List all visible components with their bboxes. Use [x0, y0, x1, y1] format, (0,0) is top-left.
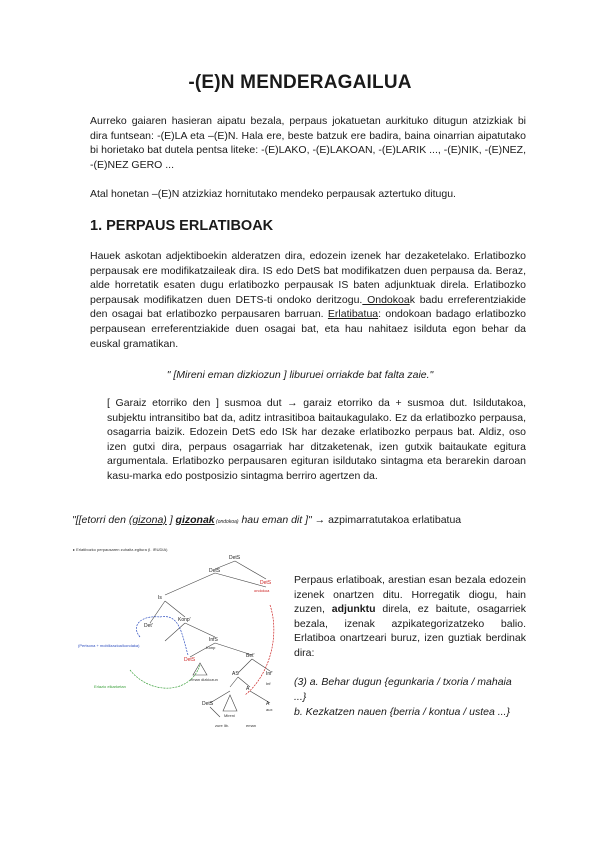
leaf-1: eman dizkiozun	[190, 677, 218, 682]
leaf-3: aux	[266, 707, 273, 712]
ex-part: "[[etorri den	[72, 514, 129, 526]
node-ins: InfS	[209, 637, 218, 643]
node-rel: DetS	[260, 580, 272, 586]
ex-head-noun: gizonak	[175, 514, 215, 526]
term-erlatibatua: Erlatibatua	[327, 308, 379, 321]
node-is: Is	[158, 595, 162, 601]
node-dets4: DetS	[202, 701, 214, 707]
tree-label-left2: Erlazio elkarketan	[94, 684, 126, 689]
ex-subscript: (ondokoa)	[214, 519, 239, 525]
node-a2: A	[266, 701, 270, 707]
paragraph-text-3: : ondokoan badago erlatibozko perpausean erreferentziakide duen osagai bat, eta hau nahitaez isilduta egon behar da euskal gramatikan.	[90, 308, 526, 350]
paragraph-text-2: k badu erreferentziakide den osagai bat erlatibozko perpausaren barruan.	[90, 293, 526, 321]
page-title: -(E)N MENDERAGAILUA	[188, 72, 412, 93]
figure-caption	[294, 573, 526, 661]
syntax-tree-figure	[70, 545, 292, 733]
node-compp: Konp'	[178, 617, 191, 623]
ex-note: → azpimarratutakoa erlatibatua	[314, 514, 462, 526]
section-heading: 1. PERPAUS ERLATIBOAK	[90, 218, 274, 234]
node-a: A	[246, 686, 250, 692]
ex-antecedent: (gizona)	[128, 514, 167, 526]
ex-part: ]	[166, 514, 176, 526]
node-konp: Konp	[206, 645, 216, 650]
explanation-paragraph: [ Garaiz etorriko den ] susmoa dut → garaiz etorriko da + susmoa dut. Isildutakoa, subjektu intransitibo bat da, aditz intrasitiboa baitaukagulako. Ez da erlatibozko perpausa, osagarria baizik. Edozein DetS edo ISk har dezake erlatibozko perpaus bat. Aldiz, oso izen gutxi dira, perpaus osagarriak har ditzaketenak, izen gutxik baitaukate egitura argumentala. Erlatibozko perpausaren egituran isildutako sintagma eta berarekin daroan kasu-marka edo postposizio sintagma berriro agertzen da.	[107, 397, 526, 482]
caption-text: Perpaus erlatiboak, arestian esan bezala edozein izenek onartzen ditu. Horregatik diogu, hain zuzen,	[294, 574, 526, 616]
caption-bold: adjunktu	[331, 603, 376, 616]
tree-label-left: (Pertsona + mobilizazioa/kondaka)	[78, 643, 140, 648]
node-det: Det'	[144, 623, 153, 629]
node-rel2: ondokoa	[254, 588, 270, 593]
node-dets2: DetS	[209, 568, 221, 574]
example-3b: b. Kezkatzen nauen {berria / kontua / ustea ...}	[294, 706, 510, 718]
leaf-5: eman	[246, 723, 257, 728]
term-ondokoa: Ondokoa	[362, 293, 410, 306]
section-paragraph-1	[90, 249, 526, 351]
example-3a: (3) a. Behar dugun {egunkaria / txoria / mahaia ...}	[294, 676, 512, 703]
example-relative	[72, 514, 461, 526]
paragraph-text: Hauek askotan adjektiboekin alderatzen dira, edozein izenek har dezaketelako. Erlatibozko perpausak ere modifikatzaileak dira. IS edo DetS bat modifikatzen duen perpausa da. Beraz, alde horretatik esaten dugu erlatibozko perpausak IS baten adjunktuak direla. Erlatibozko perpausak modifikatzen duen DETS-ti ondoko deritzogu.	[90, 250, 526, 306]
node-aux: Inf	[266, 681, 271, 686]
node-as: AS	[232, 671, 239, 677]
intro-paragraph-1: Aurreko gaiaren hasieran aipatu bezala, perpaus jokatuetan aurkituko ditugun atzizkiak bi dira funtsean: -(E)LA eta –(E)N. Hala ere, beste batzuk ere badira, baina oinarrian aipatutako bi horietako bat dutela pentsa liteke: -(E)LAKO, -(E)LAKOAN, -(E)LARIK ..., -(E)NIK, -(E)NEZ, -(E)NEZ GERO ...	[90, 115, 526, 171]
node-dets3: DetS	[184, 657, 196, 663]
intro-paragraph-2: Atal honetan –(E)N atzizkiaz hornitutako mendeko perpausak aztertuko ditugu.	[90, 188, 456, 200]
tree-header: ▸ Erlatibozko perpausaren zuhaitz-egitura (I. IRUDIA)	[73, 547, 168, 552]
leaf-2: Mireni	[224, 713, 235, 718]
caption-end: direla, ez baitute, osagarriek bezala, izenak azpikategorizatzeko balio. Erlatiboa onartzeari buruz, izen guztiak berdinak dira:	[294, 603, 527, 659]
leaf-4: zure lib.	[215, 723, 230, 728]
node-bet: Bet'	[246, 653, 255, 659]
ex-part: hau eman dit ]"	[238, 514, 315, 526]
node-inf: Inf'	[266, 671, 273, 677]
node-root: DetS	[229, 555, 241, 561]
example-quote: " [Mireni eman dizkiozun ] liburuei orriakde bat falta zaie."	[166, 369, 434, 381]
